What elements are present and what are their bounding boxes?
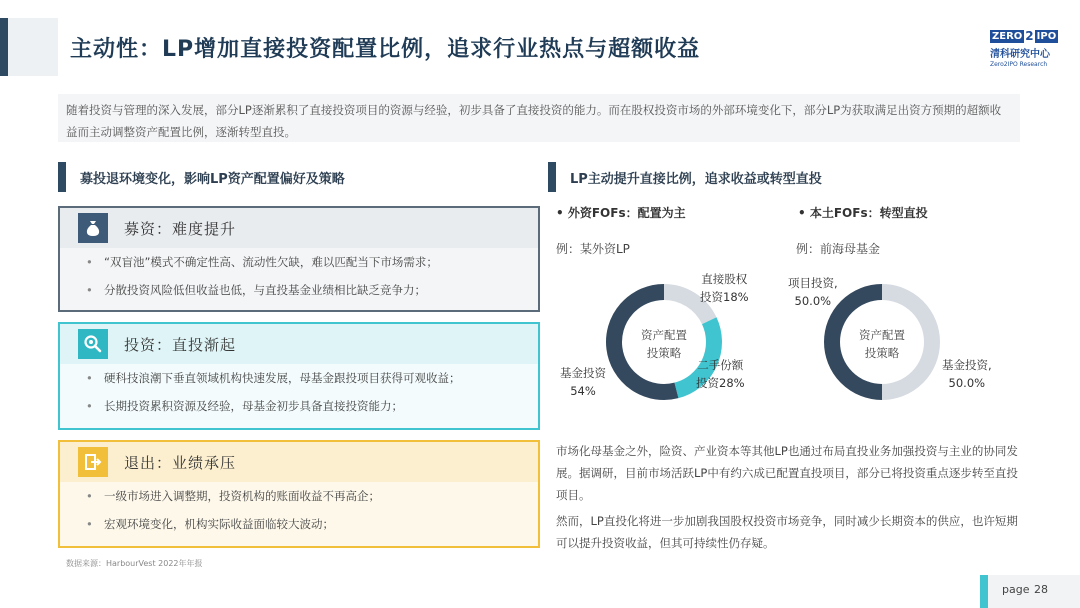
right-paragraph-2: 然而，LP直投化将进一步加剧我国股权投资市场竞争，同时减少长期资本的供应，也许短期可以提升投资收益，但其可持续性仍存疑。: [556, 514, 1018, 550]
donut-1-center-line: 资产配置: [641, 328, 687, 342]
donut-2-center-line: 资产配置: [859, 328, 905, 342]
card-exit-item: • 一级市场进入调整期，投资机构的账面收益不再高企；: [60, 482, 538, 510]
donut-1-center-line: 投策略: [646, 346, 682, 360]
slice-label-secondary: [696, 356, 745, 392]
logo-ipo: IPO: [1036, 31, 1057, 42]
page-number: 28: [1034, 583, 1048, 596]
slice-label-project: [788, 274, 838, 310]
foreign-fofs-bullet: • 外资FOFs：配置为主: [556, 206, 686, 220]
card-fundraising-header: [60, 208, 538, 248]
slice-label-line: 50.0%: [794, 294, 832, 308]
card-fundraising-item: • 分散投资风险低但收益也低，与直投基金业绩相比缺乏竞争力；: [60, 276, 538, 304]
donut-2-center-line: 投策略: [864, 346, 900, 360]
example-qianhai: 例：前海母基金: [796, 242, 881, 256]
slice-label-line: 二手份额: [697, 358, 744, 372]
page-title: 主动性：LP增加直接投资配置比例，追求行业热点与超额收益: [70, 37, 701, 62]
card-exit-header: [60, 442, 538, 482]
slice-label-fund-2: [942, 356, 992, 392]
intro-paragraph: 随着投资与管理的深入发展，部分LP逐渐累积了直接投资项目的资源与经验，初步具备了直接投资的能力。而在股权投资市场的外部环境变化下，部分LP为获取满足出资方预期的超额收益而主动调整资产配置比例，逐渐转型直投。: [58, 94, 1020, 142]
card-fundraising: [58, 206, 540, 312]
card-exit-item: • 宏观环境变化，机构实际收益面临较大波动；: [60, 510, 538, 538]
card-investment-item: • 硬科技浪潮下垂直领域机构快速发展，母基金跟投项目获得可观收益；: [60, 364, 538, 392]
card-exit-title: 退出：业绩承压: [124, 453, 237, 472]
card-investment-title: 投资：直投渐起: [124, 335, 237, 354]
logo-word: ZERO: [992, 31, 1023, 42]
card-investment-item: • 长期投资累积资源及经验，母基金初步具备直接投资能力；: [60, 392, 538, 420]
left-section-heading: [58, 162, 538, 192]
slice-label-line: 投资18%: [700, 290, 749, 304]
donut-1-center-label: [622, 326, 706, 362]
card-exit: [58, 440, 540, 548]
logo-two: 2: [1025, 29, 1034, 43]
logo-en: Zero2IPO Research: [990, 61, 1048, 68]
money-bag-icon: [78, 213, 108, 243]
slice-label-line: 投资28%: [696, 376, 745, 390]
magnifier-icon: [78, 329, 108, 359]
title-block: [8, 18, 58, 76]
slice-label-line: 54%: [570, 384, 596, 398]
slice-label-line: 项目投资,: [788, 276, 838, 290]
slice-label-line: 50.0%: [948, 376, 986, 390]
card-fundraising-title: 募资：难度提升: [124, 219, 237, 238]
title-accent-bar: [0, 18, 8, 76]
right-heading-accent: [548, 162, 556, 192]
right-heading-text: LP主动提升直接比例，追求收益或转型直投: [570, 172, 822, 187]
slice-label-direct-equity: [700, 270, 749, 306]
card-investment-header: [60, 324, 538, 364]
card-fundraising-item: • “双盲池”模式不确定性高、流动性欠缺，难以匹配当下市场需求；: [60, 248, 538, 276]
exit-icon: [78, 447, 108, 477]
slice-label-line: 直接股权: [701, 272, 748, 286]
page-number-box: [980, 575, 1080, 608]
zero2ipo-logo: [990, 30, 1062, 72]
right-paragraph-1: 市场化母基金之外，险资、产业资本等其他LP也通过布局直投业务加强投资与主业的协同发展。据调研，目前市场活跃LP中有约六成已配置直投项目，部分已将投资重点逐步转至直投项目。: [556, 444, 1018, 502]
logo-cn: 清科研究中心: [990, 49, 1050, 60]
domestic-fofs-bullet: • 本土FOFs：转型直投: [798, 206, 928, 220]
donut-2-center-label: [840, 326, 924, 362]
right-section-heading: [548, 162, 1028, 192]
slice-label-line: 基金投资,: [942, 358, 992, 372]
left-heading-text: 募投退环境变化，影响LP资产配置偏好及策略: [80, 172, 345, 187]
page-label: page: [1002, 583, 1030, 596]
data-source: 数据来源：HarbourVest 2022年年报: [66, 559, 203, 568]
slice-label-fund: [560, 364, 606, 400]
page-number-accent: [980, 575, 988, 608]
example-foreign-lp: 例：某外资LP: [556, 242, 630, 256]
title-bar: [0, 0, 1080, 88]
left-heading-accent: [58, 162, 66, 192]
card-investment: [58, 322, 540, 430]
slice-label-line: 基金投资: [560, 366, 606, 380]
